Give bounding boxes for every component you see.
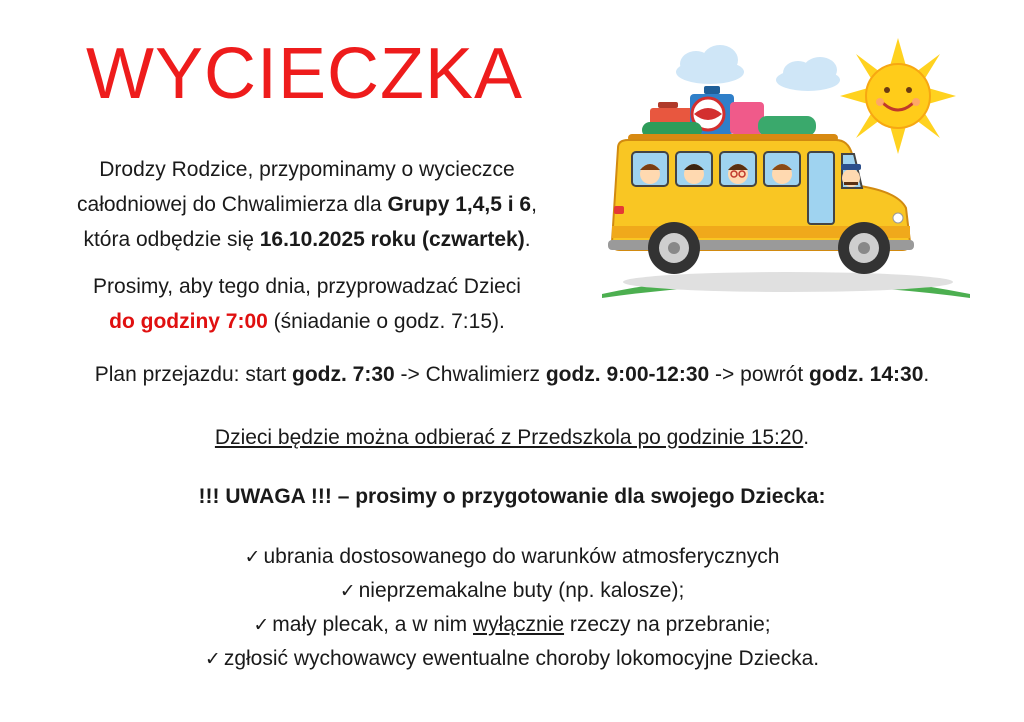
- plan-text-4: .: [923, 363, 930, 386]
- list-item: [0, 574, 1024, 608]
- bus-icon: [608, 134, 914, 274]
- checkmark-icon: ✓: [244, 546, 261, 568]
- group-numbers: Grupy 1,4,5 i 6: [387, 193, 532, 216]
- list-item-text: zgłosić wychowawcy ewentualne choroby lokomocyjne Dziecka.: [223, 647, 820, 670]
- page-title: WYCIECZKA: [86, 34, 524, 114]
- intro-line-3-text: która odbędzie się: [83, 228, 260, 251]
- list-item: [0, 608, 1024, 642]
- sun-icon: [840, 38, 956, 154]
- list-item-text: nieprzemakalne buty (np. kalosze);: [358, 579, 685, 602]
- pickup-info: [0, 423, 1024, 453]
- plan-return-time: godz. 14:30: [809, 363, 924, 386]
- checkmark-icon: ✓: [339, 580, 356, 602]
- plan-text-2: -> Chwalimierz: [394, 363, 546, 386]
- intro-paragraph-1: [22, 152, 592, 257]
- list-item-emphasis: wyłącznie: [473, 613, 565, 636]
- plan-visit-time: godz. 9:00-12:30: [545, 363, 710, 386]
- cloud-icon: [676, 45, 744, 84]
- checkmark-icon: ✓: [204, 648, 221, 670]
- list-item-text-end: rzeczy na przebranie;: [564, 613, 771, 636]
- pickup-end: .: [803, 426, 810, 449]
- plan-text-3: -> powrót: [709, 363, 810, 386]
- list-item: [0, 540, 1024, 574]
- school-bus-illustration: [598, 36, 970, 300]
- checklist: [0, 540, 1024, 676]
- warning-heading: !!! UWAGA !!! – prosimy o przygotowanie dla swojego Dziecka:: [198, 485, 826, 508]
- plan-start-time: godz. 7:30: [292, 363, 395, 386]
- arrival-deadline: do godziny 7:00: [109, 310, 268, 333]
- intro-paragraph-2: [22, 269, 592, 339]
- list-item: [0, 642, 1024, 676]
- intro-line-2-text: całodniowej do Chwalimierza dla: [77, 193, 388, 216]
- breakfast-time: (śniadanie o godz. 7:15).: [267, 310, 505, 333]
- intro-line-4: Prosimy, aby tego dnia, przyprowadzać Dzieci: [93, 275, 521, 298]
- checkmark-icon: ✓: [253, 614, 270, 636]
- intro-line-3-end: .: [524, 228, 531, 251]
- cloud-icon: [776, 57, 840, 91]
- pickup-underlined: Dzieci będzie można odbierać z Przedszkola po godzinie 15:20: [214, 426, 804, 449]
- list-item-text: ubrania dostosowanego do warunków atmosferycznych: [263, 545, 780, 568]
- intro-text: [22, 152, 592, 339]
- luggage-icon: [642, 86, 816, 138]
- intro-line-1: Drodzy Rodzice, przypominamy o wycieczce: [99, 158, 515, 181]
- plan-text-1: Plan przejazdu: start: [94, 363, 293, 386]
- list-item-text: mały plecak, a w nim: [272, 613, 473, 636]
- trip-date: 16.10.2025 roku (czwartek): [259, 228, 525, 251]
- intro-line-2-end: ,: [531, 193, 537, 216]
- wheel-icon: [838, 222, 890, 274]
- trip-plan: [0, 360, 1024, 390]
- driver-icon: [841, 164, 861, 187]
- wheel-icon: [648, 222, 700, 274]
